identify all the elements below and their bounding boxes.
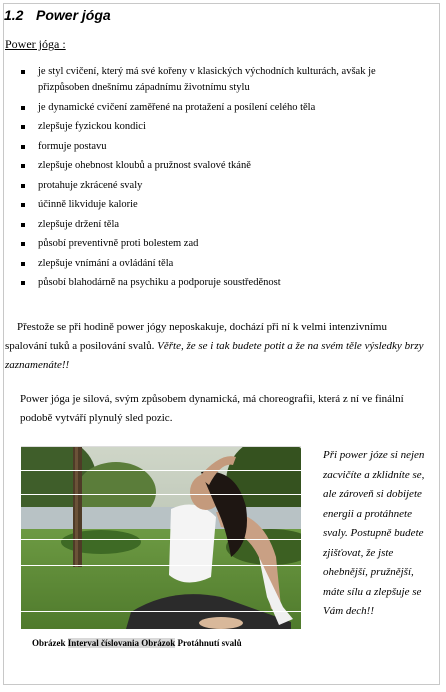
yoga-photo — [21, 446, 301, 629]
paragraph-plain-text: Přestože se při hodině power jógy neposkakuje, dochází při ní k velmi intenzivnímu spalování tuků a posilování svalů. — [5, 321, 387, 352]
yoga-photo-illustration — [21, 447, 301, 629]
list-item: působí preventivně proti bolestem zad — [18, 236, 428, 252]
table-gridline — [21, 494, 301, 495]
paragraph-intensity — [5, 318, 427, 375]
section-number: 1.2 — [4, 7, 24, 23]
paragraph-choreography: Power jóga je silová, svým způsobem dynamická, má choreografii, která z ní ve finální podobě vytváří plynulý sled pozic. — [20, 393, 404, 424]
table-gridline — [21, 539, 301, 540]
table-gridline — [21, 565, 301, 566]
caption-text: Protáhnutí svalů — [177, 638, 242, 648]
caption-prefix: Obrázek — [32, 638, 66, 648]
list-item: je dynamické cvičení zaměřené na protažení a posílení celého těla — [18, 100, 428, 116]
list-item: zlepšuje ohebnost kloubů a pružnost svalové tkáně — [18, 158, 428, 174]
list-item: zlepšuje fyzickou kondici — [18, 119, 428, 135]
table-gridline — [21, 611, 301, 612]
list-item: působí blahodárně na psychiku a podporuje soustředěnost — [18, 275, 428, 291]
table-gridline — [21, 470, 301, 471]
list-item: je styl cvičení, který má své kořeny v klasických východních kulturách, avšak je přizpůsoben dnešnímu západnímu životnímu stylu — [18, 64, 428, 96]
figure-caption — [32, 638, 242, 648]
list-item: protahuje zkrácené svaly — [18, 178, 428, 194]
section-heading — [4, 7, 111, 23]
list-item: formuje postavu — [18, 139, 428, 155]
section-title: Power jóga — [36, 7, 111, 23]
caption-field-highlight: Interval číslovania Obrázok — [67, 638, 176, 648]
benefits-list — [18, 64, 428, 295]
paragraph-italic-text: Věřte, že se i tak budete potit a že na svém těle výsledky brzy zaznamenáte!! — [5, 340, 424, 371]
list-item: zlepšuje vnímání a ovládání těla — [18, 256, 428, 272]
side-text: Při power józe si nejen zacvičíte a zklidníte se, ale zároveň si dobijete energii a protáhnete svaly. Postupně budete zjišťovat, že jste ohebnější, pružnější, máte sílu a zlepšuje se Vám dech!! — [323, 449, 425, 617]
subheading: Power jóga : — [5, 37, 66, 51]
list-item: účinně likviduje kalorie — [18, 197, 428, 213]
list-item: zlepšuje držení těla — [18, 217, 428, 233]
